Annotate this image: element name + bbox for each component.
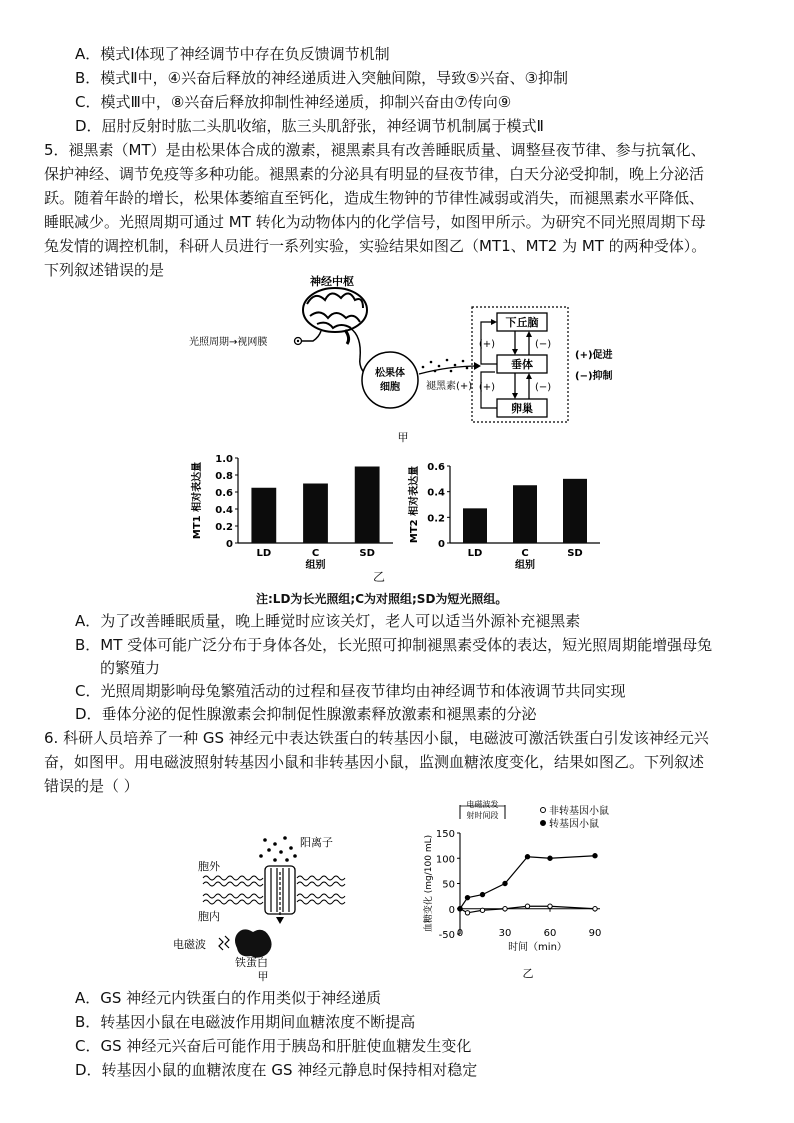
y-axis-label: MT2 相对表达量 bbox=[409, 465, 420, 544]
series-point-1 bbox=[593, 854, 597, 858]
q5-option-c: C．光照周期影响母兔繁殖活动的过程和昼夜节律均由神经调节和体液调节共同实现 bbox=[75, 682, 626, 700]
inhibit-sign: (−) bbox=[535, 382, 552, 393]
series-point-0 bbox=[480, 908, 484, 912]
mt1-bar-chart bbox=[188, 448, 403, 573]
x-tick-label: 60 bbox=[543, 928, 557, 939]
y-tick-label: 0.8 bbox=[215, 471, 233, 482]
melatonin-label: 褪黑素(+) bbox=[426, 381, 473, 392]
bar-C bbox=[513, 485, 537, 543]
y-tick-label: -50 bbox=[438, 930, 455, 941]
x-tick-label: C bbox=[311, 548, 320, 559]
x-tick-label: C bbox=[521, 548, 529, 559]
q5-stem-line: 兔发情的调控机制，科研人员进行一系列实验，实验结果如图乙（MT1、MT2 为 MT 的两种受体）。 bbox=[44, 237, 707, 255]
q5-stem-line: 下列叙述错误的是 bbox=[44, 261, 165, 279]
legend-label: 转基因小鼠 bbox=[549, 819, 599, 830]
x-tick-label: 0 bbox=[456, 928, 464, 939]
mt2-bar-chart bbox=[405, 448, 610, 573]
q6-option-a: A．GS 神经元内铁蛋白的作用类似于神经递质 bbox=[75, 989, 382, 1007]
wave-label: 电磁波 bbox=[173, 938, 206, 951]
ovary-label: 卵巢 bbox=[511, 402, 533, 415]
inhibit-sign: (−) bbox=[535, 339, 552, 350]
legend-marker bbox=[541, 821, 546, 826]
q5-option-d: D．垂体分泌的促性腺激素会抑制促性腺激素释放激素和褪黑素的分泌 bbox=[75, 705, 537, 723]
promote-sign: (+) bbox=[478, 339, 495, 350]
legend-label: 非转基因小鼠 bbox=[549, 806, 609, 817]
y-tick-label: 0 bbox=[448, 904, 455, 916]
series-point-1 bbox=[458, 907, 462, 911]
y-tick-label: 0.6 bbox=[427, 462, 445, 473]
series-line-1 bbox=[460, 856, 595, 909]
x-tick-label: SD bbox=[567, 548, 583, 559]
x-tick-label: 30 bbox=[498, 928, 512, 939]
bar-SD bbox=[563, 479, 587, 543]
series-point-0 bbox=[525, 904, 529, 908]
pineal-cell bbox=[362, 352, 418, 408]
x-axis-label: 组别 bbox=[305, 560, 326, 571]
series-point-1 bbox=[525, 855, 529, 859]
bar-LD bbox=[251, 488, 276, 543]
x-axis-label: 组别 bbox=[515, 560, 535, 571]
cation-label: 阳离子 bbox=[300, 836, 333, 849]
ferritin-blob bbox=[235, 929, 272, 957]
series-point-1 bbox=[503, 881, 507, 885]
bar-SD bbox=[355, 467, 380, 544]
figure-caption: 甲 bbox=[257, 970, 269, 982]
legend-inhibit: (−)抑制 bbox=[575, 371, 613, 382]
series-point-0 bbox=[548, 904, 552, 908]
pineal-label: 松果体 bbox=[375, 368, 405, 379]
legend-promote: (+)促进 bbox=[575, 350, 613, 361]
legend-marker bbox=[541, 808, 546, 813]
figure-note: 注:LD为长光照组;C为对照组;SD为短光照组。 bbox=[256, 592, 508, 606]
q6-stem-line: 奋，如图甲。用电磁波照射转基因小鼠和非转基因小鼠，监测血糖浓度变化，结果如图乙。下列叙述 bbox=[44, 753, 705, 771]
nerve-center-label: 神经中枢 bbox=[310, 275, 354, 288]
bar-LD bbox=[463, 508, 487, 543]
pituitary-label: 垂体 bbox=[511, 358, 533, 371]
intracellular-label: 胞内 bbox=[198, 910, 220, 923]
q5-stem-line: 睡眠减少。光照周期可通过 MT 转化为动物体内的化学信号，如图甲所示。为研究不同光照周期下母 bbox=[44, 213, 706, 231]
pineal-label: 细胞 bbox=[380, 382, 400, 393]
q6-option-d: D．转基因小鼠的血糖浓度在 GS 神经元静息时保持相对稳定 bbox=[75, 1061, 478, 1079]
x-axis-label: 时间（min） bbox=[508, 942, 567, 953]
y-axis-label: MT1 相对表达量 bbox=[192, 461, 203, 540]
q6-figure-a bbox=[165, 830, 390, 982]
ion-channel bbox=[265, 866, 295, 924]
q4-option-d: D．屈肘反射时肱二头肌收缩，肱三头肌舒张，神经调节机制属于模式Ⅱ bbox=[75, 117, 544, 135]
melatonin-dots bbox=[422, 359, 469, 373]
q4-option-b: B．模式Ⅱ中，④兴奋后释放的神经递质进入突触间隙，导致⑤兴奋、③抑制 bbox=[75, 69, 569, 87]
q5-stem-line: 5．褪黑素（MT）是由松果体合成的激素，褪黑素具有改善睡眠质量、调整昼夜节律、参与抗氧化、 bbox=[44, 141, 706, 159]
series-point-0 bbox=[593, 907, 597, 911]
x-tick-label: LD bbox=[256, 548, 272, 559]
y-tick-label: 100 bbox=[435, 854, 455, 866]
ferritin-label: 铁蛋白 bbox=[235, 956, 268, 969]
x-tick-label: SD bbox=[359, 548, 375, 559]
hypothalamus-label: 下丘脑 bbox=[505, 316, 539, 329]
figure-caption: 乙 bbox=[373, 570, 386, 584]
promote-sign: (+) bbox=[478, 382, 495, 393]
extracellular-label: 胞外 bbox=[198, 860, 220, 873]
series-point-0 bbox=[465, 911, 469, 915]
x-tick-label: 90 bbox=[588, 928, 602, 939]
y-tick-label: 150 bbox=[435, 829, 455, 840]
y-axis-label: 血糖变化 (mg/100 mL) bbox=[424, 834, 434, 933]
series-point-1 bbox=[480, 892, 484, 896]
y-tick-label: 1.0 bbox=[215, 454, 233, 465]
period-label: 电磁波发 bbox=[466, 800, 499, 809]
light-period-label: 光照周期→视网膜 bbox=[189, 337, 268, 348]
q6-stem-line: 错误的是（ ） bbox=[44, 777, 139, 795]
q6-stem-line: 6. 科研人员培养了一种 GS 神经元中表达铁蛋白的转基因小鼠，电磁波可激活铁蛋白引发该神经元兴 bbox=[44, 729, 709, 747]
bar-C bbox=[303, 484, 328, 544]
q5-figure-a bbox=[185, 272, 625, 447]
y-tick-label: 0.6 bbox=[215, 488, 233, 499]
q5-stem-line: 跃。随着年龄的增长，松果体萎缩直至钙化，造成生物钟的节律性减弱或消失，而褪黑素水平降低、 bbox=[44, 189, 705, 207]
y-tick-label: 0.4 bbox=[215, 505, 233, 516]
y-tick-label: 0 bbox=[438, 539, 445, 550]
glucose-line-chart bbox=[420, 797, 650, 982]
x-tick-label: LD bbox=[467, 548, 483, 559]
y-tick-label: 0.4 bbox=[427, 487, 445, 499]
q6-option-b: B．转基因小鼠在电磁波作用期间血糖浓度不断提高 bbox=[75, 1013, 416, 1031]
q6-option-c: C．GS 神经元兴奋后可能作用于胰岛和肝脏使血糖发生变化 bbox=[75, 1037, 472, 1055]
wave-icon bbox=[219, 936, 229, 950]
series-point-1 bbox=[465, 895, 469, 899]
series-point-0 bbox=[503, 907, 507, 911]
series-point-1 bbox=[548, 856, 552, 860]
figure-caption: 乙 bbox=[522, 967, 534, 980]
q4-option-c: C．模式Ⅲ中，⑧兴奋后释放抑制性神经递质，抑制兴奋由⑦传向⑨ bbox=[75, 93, 512, 111]
period-label: 射时间段 bbox=[466, 811, 499, 820]
y-tick-label: 0 bbox=[226, 539, 233, 550]
y-tick-label: 0.2 bbox=[215, 522, 233, 533]
q5-option-b-cont: 的繁殖力 bbox=[100, 659, 161, 677]
cation-dots bbox=[259, 836, 297, 862]
y-tick-label: 0.2 bbox=[427, 513, 445, 525]
q5-option-b: B．MT 受体可能广泛分布于身体各处，长光照可抑制褪黑素受体的表达，短光照周期能增强母兔 bbox=[75, 636, 713, 654]
q5-stem-line: 保护神经、调节免疫等多种功能。褪黑素的分泌具有明显的昼夜节律，白天分泌受抑制，晚上分泌活 bbox=[44, 165, 705, 183]
q4-option-a: A．模式Ⅰ体现了神经调节中存在负反馈调节机制 bbox=[75, 45, 390, 63]
q5-option-a: A．为了改善睡眠质量，晚上睡觉时应该关灯，老人可以适当外源补充褪黑素 bbox=[75, 612, 581, 630]
y-tick-label: 50 bbox=[442, 879, 455, 891]
figure-caption: 甲 bbox=[397, 431, 409, 444]
